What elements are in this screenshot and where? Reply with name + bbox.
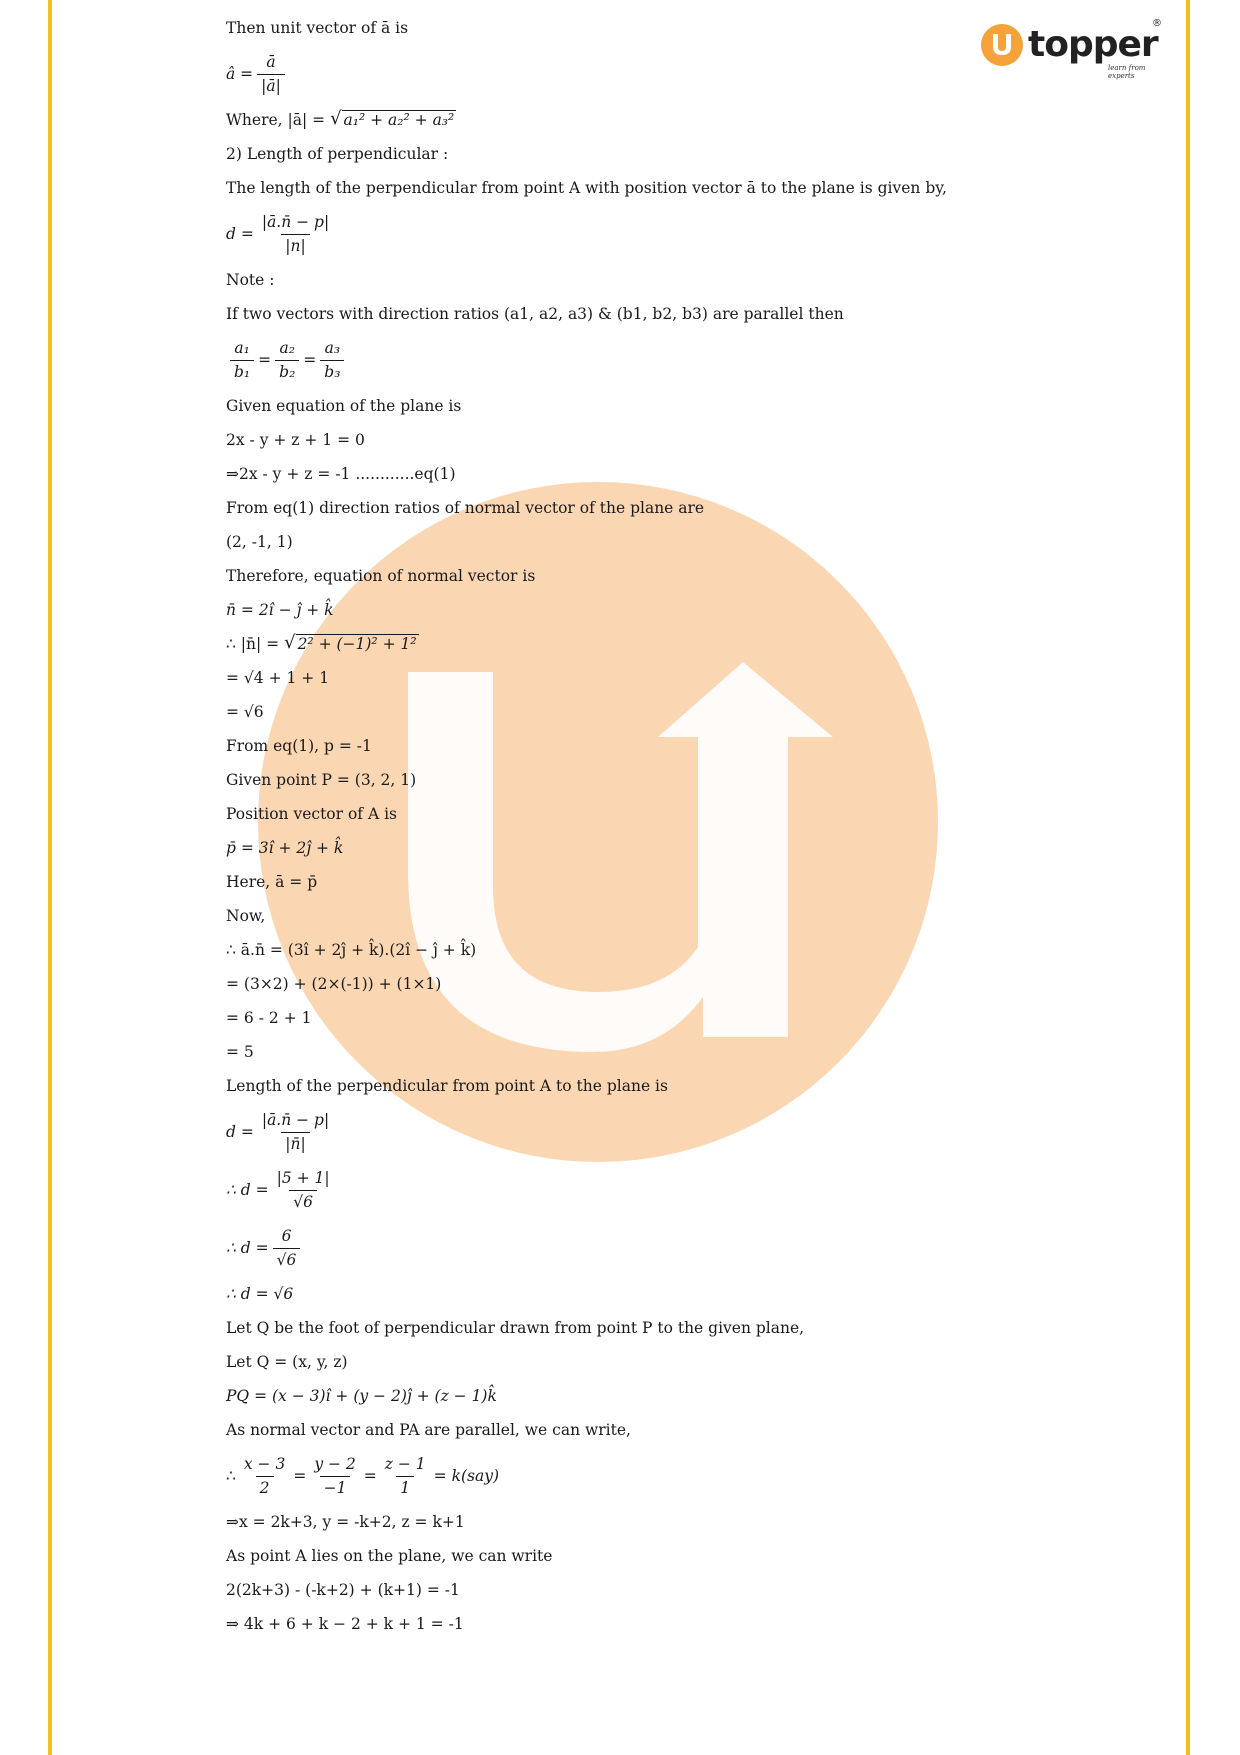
text-line: If two vectors with direction ratios (a1, a2, a3) & (b1, b2, b3) are parallel then: [226, 304, 844, 323]
formula-distance-3: [226, 1166, 1146, 1214]
fraction: [273, 1169, 334, 1211]
fraction-numerator: a₃: [324, 338, 341, 357]
text-line: ∴ d = √6: [226, 1284, 294, 1303]
fraction: [273, 1227, 301, 1269]
therefore-sign: ∴: [226, 1466, 236, 1485]
fraction: [257, 53, 285, 95]
text-line: ⇒x = 2k+3, y = -k+2, z = k+1: [226, 1512, 465, 1531]
fraction-numerator: z − 1: [384, 1454, 426, 1473]
text-line: = √6: [226, 702, 264, 721]
fraction-denominator: 1: [396, 1476, 414, 1498]
text-line: Length of the perpendicular from point A to the plane is: [226, 1076, 668, 1095]
formula-distance: [226, 210, 1146, 258]
brand-registered-mark: ®: [1152, 18, 1162, 29]
text-line: Position vector of A is: [226, 804, 398, 823]
fraction-denominator: √6: [289, 1190, 317, 1212]
fraction-numerator: a₁: [234, 338, 250, 357]
fraction-denominator: b₃: [320, 360, 344, 382]
text-line: Let Q be the foot of perpendicular drawn from point P to the given plane,: [226, 1318, 805, 1337]
formula-rhs: = k(say): [433, 1466, 500, 1485]
text-line: 2(2k+3) - (-k+2) + (k+1) = -1: [226, 1580, 460, 1599]
fraction: [258, 213, 333, 255]
page-border-left: [48, 0, 52, 1755]
fraction-denominator: −1: [320, 1476, 351, 1498]
formula-lhs: ∴ d =: [226, 1238, 269, 1257]
formula-distance-2: [226, 1108, 1146, 1156]
text-line: As point A lies on the plane, we can write: [226, 1546, 553, 1565]
fraction: [258, 1111, 333, 1153]
radicand: a₁² + a₂² + a₃²: [343, 111, 455, 130]
formula-lhs: ∴ d =: [226, 1180, 269, 1199]
text-line: Then unit vector of ā is: [226, 18, 409, 37]
fraction-numerator: x − 3: [243, 1454, 286, 1473]
text-line: ⇒ 4k + 6 + k − 2 + k + 1 = -1: [226, 1614, 464, 1633]
text-line: n̄ = 2î − ĵ + k̂: [226, 600, 334, 619]
formula-parallel-ratio: [226, 1452, 1146, 1500]
fraction-numerator: ā: [266, 52, 276, 71]
fraction-denominator: b₂: [275, 360, 299, 382]
equals-sign: =: [303, 350, 317, 369]
text-line: (2, -1, 1): [226, 532, 293, 551]
text-line: = 6 - 2 + 1: [226, 1008, 312, 1027]
text-line: PQ = (x − 3)î + (y − 2)ĵ + (z − 1)k̂: [226, 1386, 497, 1405]
fraction-denominator: √6: [273, 1248, 301, 1270]
text-line: p̄ = 3î + 2ĵ + k̂: [226, 838, 344, 857]
fraction-denominator: |n̄|: [281, 1132, 309, 1154]
brand-tagline: learn from experts: [1108, 64, 1146, 80]
fraction: [275, 339, 299, 381]
fraction-numerator: |5 + 1|: [276, 1168, 330, 1187]
equals-sign: =: [258, 350, 272, 369]
fraction-numerator: 6: [281, 1226, 292, 1245]
text-line: Therefore, equation of normal vector is: [226, 566, 536, 585]
fraction-denominator: 2: [256, 1476, 274, 1498]
text-line: Let Q = (x, y, z): [226, 1352, 348, 1371]
brand-logo-text: topper: [1028, 24, 1158, 65]
formula-normal-magnitude: [226, 632, 1146, 656]
radicand: 2² + (−1)² + 1²: [297, 635, 417, 654]
text-line: Note :: [226, 270, 275, 289]
equals-sign: =: [293, 1466, 307, 1485]
sqrt-expression: √ a₁² + a₂² + a₃²: [330, 108, 455, 130]
fraction: [381, 1455, 430, 1497]
fraction: [240, 1455, 289, 1497]
formula-magnitude: [226, 108, 1146, 132]
text-line: = √4 + 1 + 1: [226, 668, 330, 687]
text-line: ⇒2x - y + z = -1 ............eq(1): [226, 464, 456, 483]
sqrt-expression: √ 2² + (−1)² + 1²: [284, 632, 417, 654]
fraction-denominator: b₁: [230, 360, 254, 382]
text-line: ∴ ā.n̄ = (3î + 2ĵ + k̂).(2î − ĵ + k̂): [226, 940, 477, 959]
formula-lhs: â =: [226, 64, 254, 83]
text-line: Now,: [226, 906, 266, 925]
fraction: [310, 1455, 359, 1497]
equals-sign: =: [363, 1466, 377, 1485]
fraction-denominator: |n|: [281, 234, 309, 256]
text-line: = (3×2) + (2×(-1)) + (1×1): [226, 974, 442, 993]
formula-lhs: d =: [226, 224, 254, 243]
fraction-numerator: |ā.n̄ − p|: [261, 1110, 330, 1129]
solution-content: [226, 16, 1146, 1646]
text-line: Where, |ā| =: [226, 110, 326, 129]
text-line: = 5: [226, 1042, 254, 1061]
text-line: 2x - y + z + 1 = 0: [226, 430, 365, 449]
text-line: Given point P = (3, 2, 1): [226, 770, 417, 789]
text-line: From eq(1) direction ratios of normal vector of the plane are: [226, 498, 705, 517]
page-border-right: [1186, 0, 1190, 1755]
text-line: Given equation of the plane is: [226, 396, 462, 415]
fraction: [230, 339, 254, 381]
fraction-numerator: y − 2: [314, 1454, 356, 1473]
formula-lhs: d =: [226, 1122, 254, 1141]
fraction: [320, 339, 344, 381]
fraction-denominator: |ā|: [257, 74, 285, 96]
fraction-numerator: |ā.n̄ − p|: [261, 212, 330, 231]
text-line: As normal vector and PA are parallel, we can write,: [226, 1420, 631, 1439]
fraction-numerator: a₂: [279, 338, 295, 357]
text-line: The length of the perpendicular from point A with position vector ā to the plane is given by,: [226, 178, 947, 197]
text-line: ∴ |n̄| =: [226, 634, 280, 653]
text-line: From eq(1), p = -1: [226, 736, 372, 755]
text-line: Here, ā = p̄: [226, 872, 318, 891]
formula-distance-4: [226, 1224, 1146, 1272]
formula-ratio: [226, 336, 1146, 384]
text-line: 2) Length of perpendicular :: [226, 144, 449, 163]
brand-logo: [980, 18, 1160, 78]
